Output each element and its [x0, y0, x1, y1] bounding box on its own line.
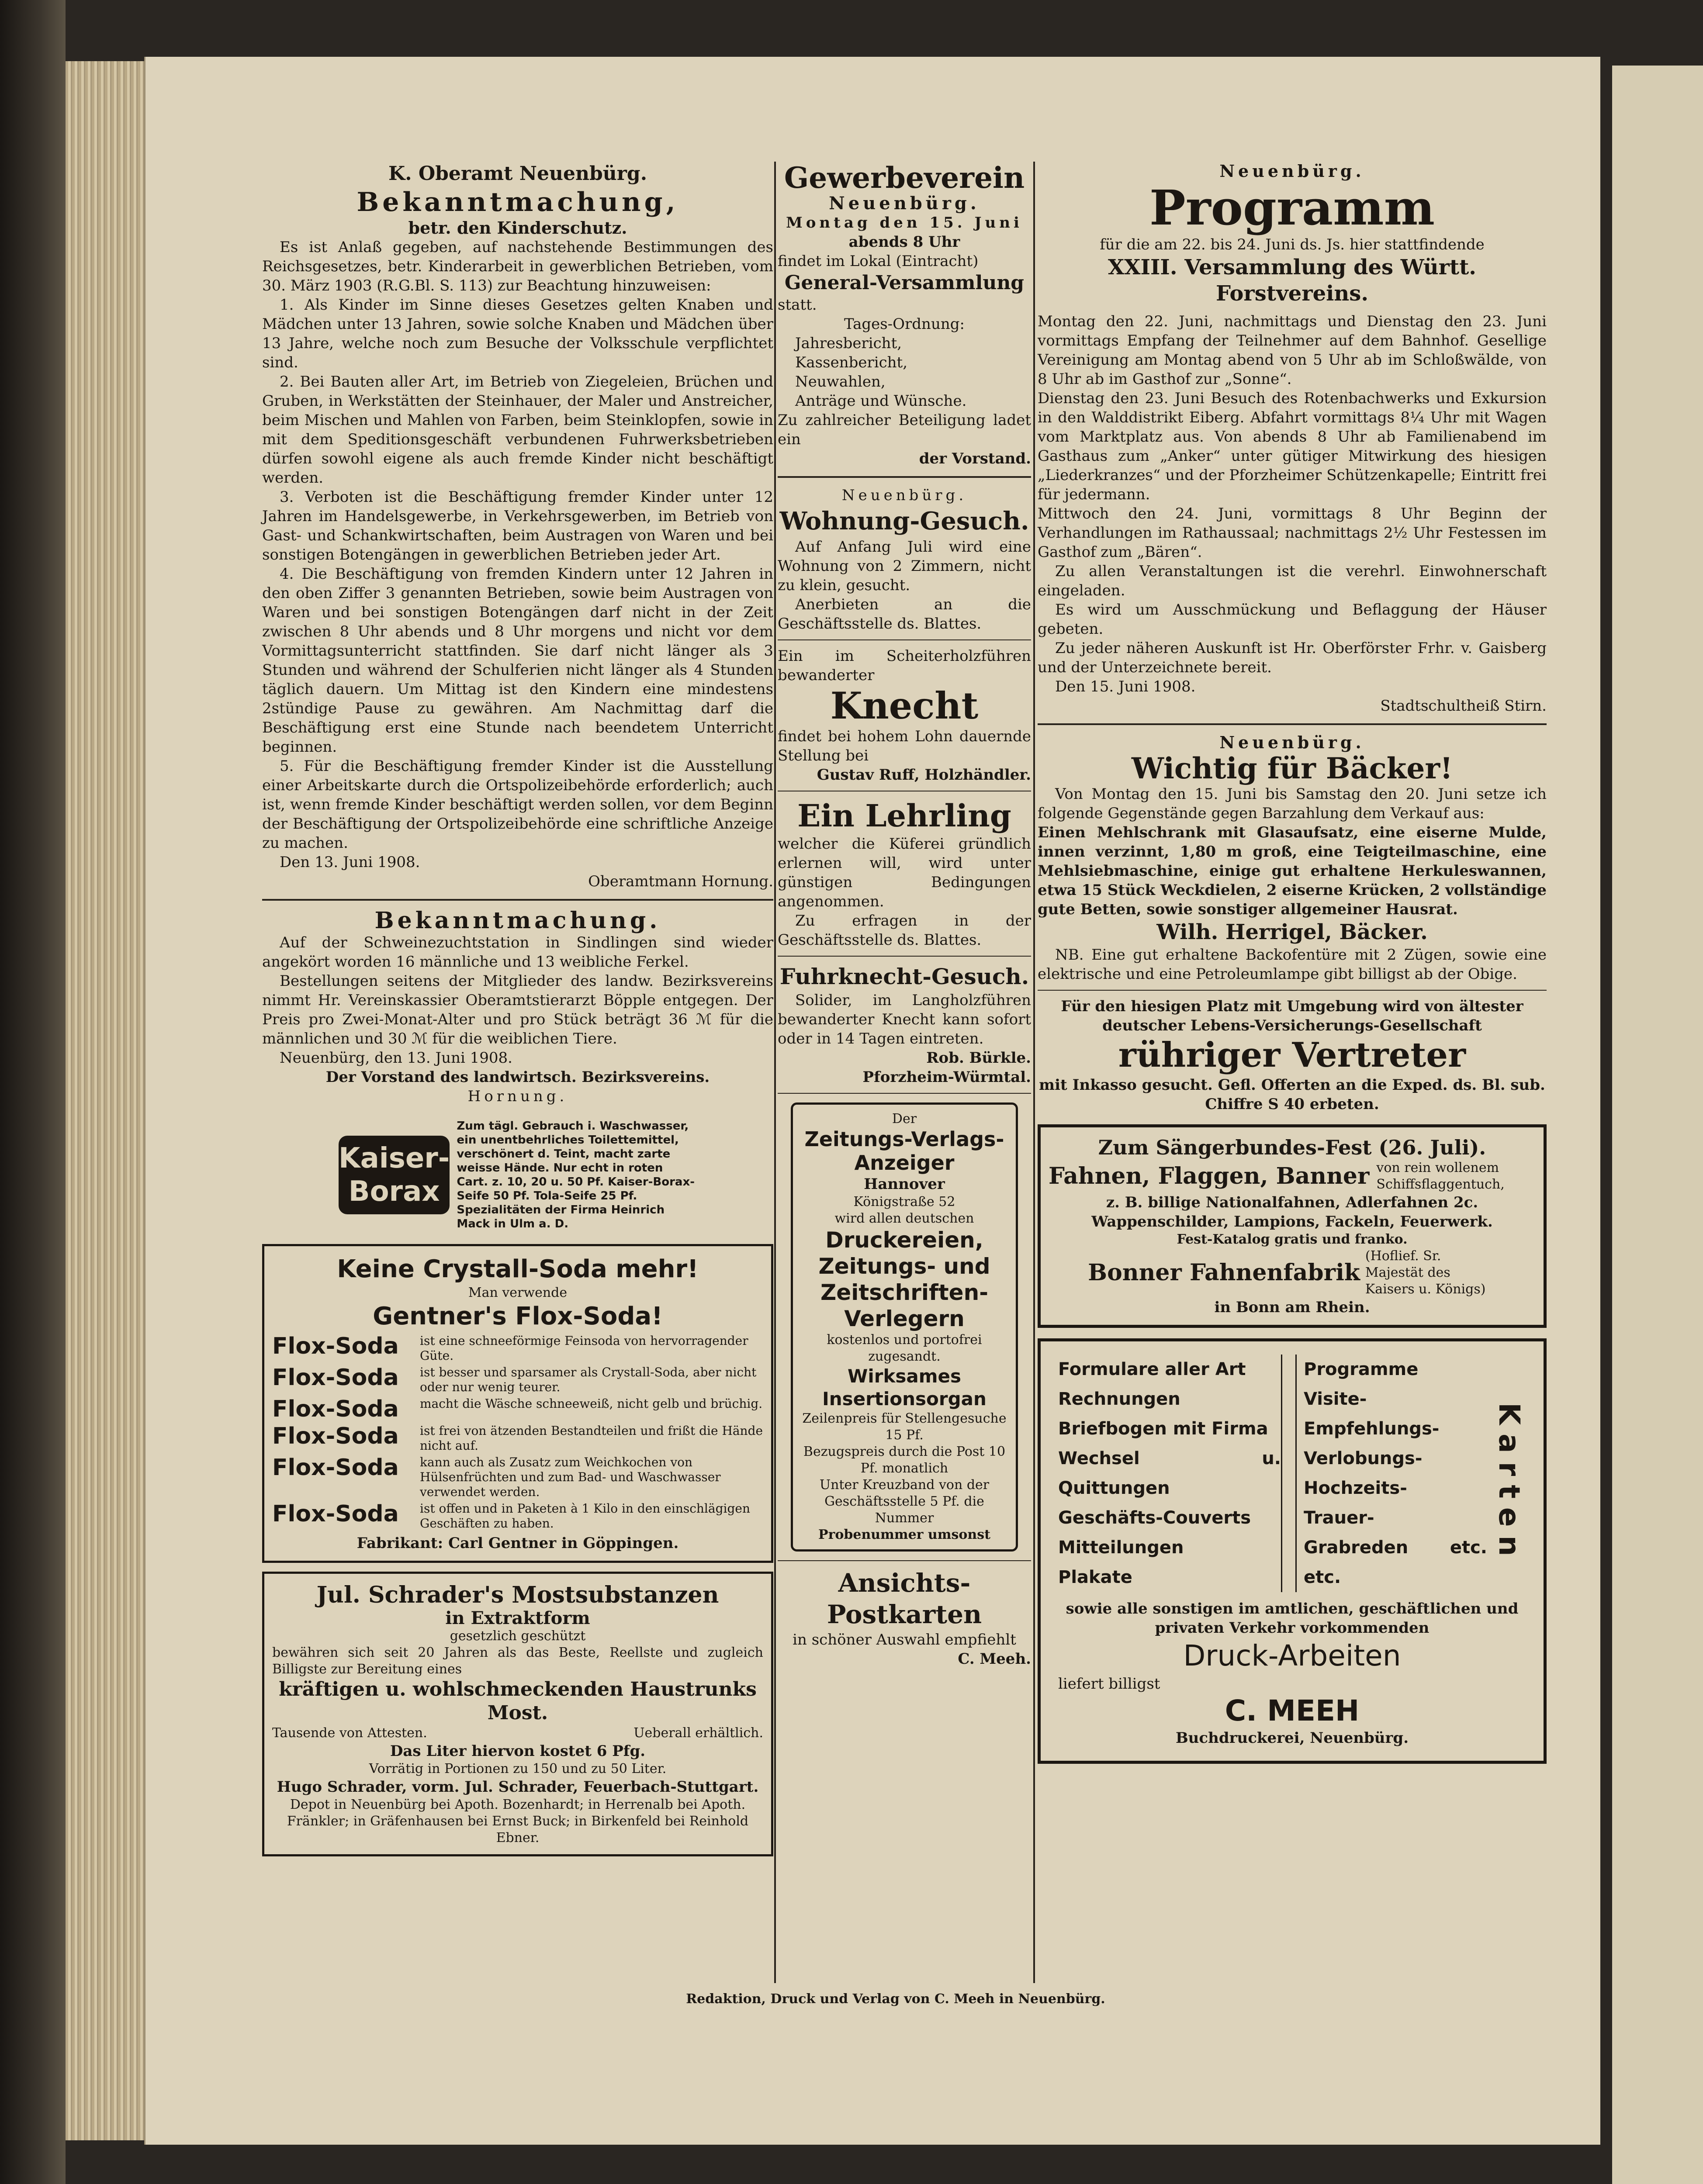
ak-text: in schöner Auswahl empfiehlt	[793, 1631, 1016, 1648]
notice-para-3: 3. Verboten ist die Beschäftigung fremder Kinder unter 12 Jahren im Handelsgewerbe, in Verkehrsgewerben, im Betrieb von Gast- und Schankwirtschaften, beim Austragen von Waren und bei sonstigen Botengängen in gewerblichen Betrieben jeder Art.	[262, 488, 773, 563]
druck-text: sowie alle sonstigen im amtlichen, geschäftlichen und privaten Verkehr vorkommenden	[1066, 1600, 1519, 1637]
schrader-price: Das Liter hiervon kostet 6 Pfg.	[390, 1742, 646, 1760]
notice2-para-2: Bestellungen seitens der Mitglieder des landw. Bezirksvereins nimmt Hr. Vereinskassier Oberamtstierarzt Böpple entgegen. Der Preis pro Zwei-Monat-Alter und pro Stück beträgt 36 ℳ für die männlichen und 30 ℳ für die weiblichen Tiere.	[262, 972, 773, 1047]
flox-soda-ad	[262, 1244, 773, 1563]
druckerei-ad	[1038, 1338, 1547, 1764]
pr-event: XXIII. Versammlung des Württ. Forstvereins.	[1108, 255, 1476, 306]
imprint-footer: Redaktion, Druck und Verlag von C. Meeh in Neuenbürg.	[686, 1991, 1105, 2007]
pr-place: Neuenbürg.	[1219, 161, 1365, 181]
notice-subtitle: betr. den Kinderschutz.	[408, 218, 627, 238]
notice-title: Bekanntmachung,	[357, 187, 679, 218]
druck-firm: C. MEEH	[1225, 1694, 1360, 1728]
schrader-sub1: in Extraktform	[445, 1608, 590, 1628]
za-sub: Bezugspreis durch die Post 10 Pf. monatlich	[803, 1444, 1006, 1476]
za-sample: Probenummer umsonst	[818, 1527, 990, 1542]
pr-monday: Montag den 22. Juni, nachmittags und Dienstag den 23. Juni vormittags Empfang der Teilnehmer auf dem Bahnhof. Gesellige Vereinigung am Montag abend von 5 Uhr ab im Schloßwälde, von 8 Uhr ab im Gasthof zur „Sonne“.	[1038, 313, 1547, 388]
gv-sign: der Vorstand.	[919, 450, 1031, 467]
wb-title: Wichtig für Bäcker!	[1131, 751, 1453, 785]
rv-title: rühriger Vertreter	[1118, 1035, 1466, 1075]
flox-item: Flox-Soda ist offen und in Paketen à 1 Kilo in den einschlägigen Geschäften zu haben.	[272, 1501, 750, 1531]
kn-intro: Ein im Scheiterholzführen bewanderter	[778, 647, 1031, 684]
wb-nb: NB. Eine gut erhaltene Backofentüre mit 2 Zügen, sowie eine elektrische und eine Petroleumlampe gibt billigst ab der Obige.	[1038, 946, 1547, 983]
flox-title: Keine Crystall-Soda mehr!	[337, 1255, 699, 1283]
kaiser-borax-ad	[339, 1119, 697, 1231]
pr-deco: Es wird um Ausschmückung und Beflaggung der Häuser gebeten.	[1038, 601, 1547, 638]
book-edge	[0, 0, 66, 2184]
flox-sub: Man verwende	[468, 1285, 568, 1300]
flox-item: Flox-Soda kann auch als Zusatz zum Weichkochen von Hülsenfrüchten und zum Bad- und Waschwasser verwendet werden.	[272, 1455, 721, 1499]
schrader-depot: Depot in Neuenbürg bei Apoth. Bozenhardt; in Herrenalb bei Apoth. Fränkler; in Gräfenhausen bei Ernst Buck; in Birkenfeld bei Reinhold Ebner.	[287, 1797, 749, 1845]
zeitungs-verlag-ad	[791, 1102, 1018, 1552]
facing-page	[1612, 66, 1703, 2184]
gv-loc: findet im Lokal (Eintracht)	[778, 252, 979, 270]
kaiser-borax-text: Zum tägl. Gebrauch i. Waschwasser, ein unentbehrliches Toilettemittel, verschönert d. Teint, macht zarte weisse Hände. Nur echt in roten Cart. z. 10, 20 u. 50 Pf. Kaiser-Borax-Seife 50 Pf. Tola-Seife 25 Pf. Spezialitäten der Firma Heinrich Mack in Ulm a. D.	[457, 1120, 695, 1230]
notice2-signature: Der Vorstand des landwirtsch. Bezirksvereins.	[325, 1068, 710, 1086]
schrader-ad	[262, 1572, 773, 1856]
za-effect: Wirksames Insertionsorgan	[822, 1365, 986, 1410]
druck-offer: liefert billigst	[1058, 1675, 1160, 1693]
schrader-firm: Hugo Schrader, vorm. Jul. Schrader, Feuerbach-Stuttgart.	[277, 1778, 759, 1796]
divider	[778, 1093, 1031, 1094]
fk-text: Solider, im Langholzführen bewanderter Knecht kann sofort oder in 14 Tagen eintreten.	[778, 992, 1031, 1047]
fk-title: Fuhrknecht-Gesuch.	[779, 964, 1029, 989]
sf-title: Zum Sängerbundes-Fest (26. Juli).	[1098, 1136, 1486, 1159]
divider	[1038, 990, 1547, 991]
flox-maker: Fabrikant: Carl Gentner in Göppingen.	[357, 1534, 679, 1552]
gv-invite: Zu zahlreicher Beteiligung ladet ein	[778, 411, 1031, 448]
sf-city: in Bonn am Rhein.	[1214, 1299, 1370, 1316]
wb-text: Von Montag den 15. Juni bis Samstag den 20. Juni setze ich folgende Gegenstände gegen Barzahlung dem Verkauf aus:	[1038, 785, 1547, 822]
gv-agenda-title: Tages-Ordnung:	[844, 315, 965, 333]
kn-title: Knecht	[830, 684, 979, 727]
sf-firm-row: Bonner Fahnenfabrik (Hoflief. Sr. Majestät des Kaisers u. Königs)	[1088, 1248, 1486, 1297]
flox-item: Flox-Soda ist besser und sparsamer als Crystall-Soda, aber nicht oder nur wenig teurer.	[272, 1365, 757, 1394]
schrader-title: Jul. Schrader's Mostsubstanzen	[316, 1582, 719, 1608]
wg-text: Auf Anfang Juli wird eine Wohnung von 2 Zimmern, nicht zu klein, gesucht.	[778, 538, 1031, 594]
gv-statt: statt.	[778, 296, 817, 314]
schrader-sub2: gesetzlich geschützt	[450, 1628, 586, 1644]
za-sub2: Unter Kreuzband von der Geschäftsstelle 5 Pf. die Nummer	[819, 1477, 990, 1526]
za-for: wird allen deutschen	[834, 1211, 974, 1226]
schrader-big: kräftigen u. wohlschmeckenden Haustrunks Most.	[279, 1678, 757, 1724]
notice-para-2: 2. Bei Bauten aller Art, im Betrieb von Ziegeleien, Brüchen und Gruben, in Werkstätten der Steinhauer, der Maler und Anstreicher, beim Mischen und Mahlen von Farben, beim Steinklopfen, sowie in mit dem Speditionsgeschäft verbundenen Fuhrwerksbetrieben dürfen sowohl eigene als auch fremde Kinder nicht beschäftigt werden.	[262, 373, 773, 487]
za-title: Zeitungs-Verlags-Anzeiger	[804, 1127, 1004, 1175]
notice2-title: Bekanntmachung.	[374, 907, 661, 934]
fk-sign1: Rob. Bürkle.	[926, 1049, 1031, 1067]
sf-cat: Fest-Katalog gratis und franko.	[1177, 1232, 1408, 1247]
schrader-para: bewähren sich seit 20 Jahren als das Beste, Reellste und zugleich Billigste zur Bereitung eines	[272, 1645, 763, 1677]
le-text: welcher die Küferei gründlich erlernen will, wird unter günstigen Bedingungen angenommen.	[778, 835, 1031, 910]
pr-invite: Zu allen Veranstaltungen ist die verehrl. Einwohnerschaft eingeladen.	[1038, 563, 1547, 599]
divider	[778, 476, 1031, 478]
column-rule-1	[774, 162, 776, 1983]
divider	[1038, 723, 1547, 725]
za-der: Der	[892, 1111, 917, 1127]
divider	[778, 1560, 1031, 1561]
wg-offer: Anerbieten an die Geschäftsstelle ds. Blattes.	[778, 596, 1031, 632]
divider	[778, 639, 1031, 640]
le-ask: Zu erfragen in der Geschäftsstelle ds. Blattes.	[778, 912, 1031, 949]
gv-place: Neuenbürg.	[829, 193, 980, 214]
divider	[778, 956, 1031, 957]
gv-agenda-item: Neuwahlen,	[795, 373, 886, 390]
column-2	[778, 162, 1031, 1669]
za-target: Druckereien, Zeitungs- und Zeitschriften-Verlegern	[818, 1227, 990, 1331]
gv-title: Gewerbeverein	[784, 161, 1025, 195]
za-street: Königstraße 52	[853, 1194, 955, 1209]
druck-list-left: Formulare aller Art Rechnungen Briefbogen mit Firma Wechsel u. Quittungen Geschäfts-Couverts Mitteilungen Plakate	[1058, 1359, 1281, 1587]
ak-title: Ansichts-Postkarten	[827, 1568, 982, 1629]
schrader-row: Tausende von Attesten. Ueberall erhältlich.	[272, 1725, 763, 1741]
sf-text: z. B. billige Nationalfahnen, Adlerfahnen 2c. Wappenschilder, Lampions, Fackeln, Feuerwerk.	[1091, 1194, 1493, 1230]
druck-divider	[1281, 1355, 1297, 1592]
kn-text: findet bei hohem Lohn dauernde Stellung bei	[778, 728, 1031, 764]
column-1	[262, 162, 773, 1856]
kn-sign: Gustav Ruff, Holzhändler.	[817, 766, 1031, 784]
saengerfest-ad	[1038, 1124, 1547, 1328]
gv-agenda-item: Kassenbericht,	[795, 354, 908, 371]
flox-item: Flox-Soda macht die Wäsche schneeweiß, nicht gelb und brüchig.	[272, 1396, 763, 1422]
druck-firm2: Buchdruckerei, Neuenbürg.	[1175, 1729, 1409, 1747]
wg-place: Neuenbürg.	[841, 487, 967, 504]
le-title: Ein Lehrling	[797, 798, 1011, 834]
druck-title: Druck-Arbeiten	[1183, 1639, 1401, 1673]
notice-date: Den 13. Juni 1908.	[280, 854, 420, 871]
pr-info: Zu jeder näheren Auskunft ist Hr. Oberförster Frhr. v. Gaisberg und der Unterzeichnete bereit.	[1038, 639, 1547, 676]
flox-brand: Gentner's Flox-Soda!	[373, 1302, 663, 1330]
wg-title: Wohnung-Gesuch.	[779, 507, 1029, 536]
column-3	[1038, 162, 1547, 1764]
notice-para-1: 1. Als Kinder im Sinne dieses Gesetzes gelten Knaben und Mädchen unter 13 Jahren, sowie solche Knaben und Mädchen über 13 Jahre, welche noch zum Besuche der Volksschule verpflichtet sind.	[262, 296, 773, 371]
za-price: Zeilenpreis für Stellengesuche 15 Pf.	[802, 1411, 1007, 1443]
notice-intro: Es ist Anlaß gegeben, auf nachstehende Bestimmungen des Reichsgesetzes, betr. Kinderarbeit in gewerblichen Betrieben, vom 30. März 1903 (R.G.Bl. S. 113) zur Beachtung hinzuweisen:	[262, 238, 773, 294]
gv-date: Montag den 15. Juni	[786, 214, 1023, 232]
divider	[262, 899, 773, 901]
notice-signature: Oberamtmann Hornung.	[588, 873, 773, 890]
rv-text2: mit Inkasso gesucht. Gefl. Offerten an die Exped. ds. Bl. sub. Chiffre S 40 erbeten.	[1039, 1076, 1545, 1113]
gv-time: abends 8 Uhr	[848, 233, 960, 251]
za-city: Hannover	[864, 1175, 945, 1193]
rv-text: Für den hiesigen Platz mit Umgebung wird von ältester deutscher Lebens-Versicherungs-Gesellschaft	[1061, 998, 1523, 1034]
flox-item: Flox-Soda ist eine schneeförmige Feinsoda von hervorragender Güte.	[272, 1333, 748, 1363]
wb-items: Einen Mehlschrank mit Glasaufsatz, eine eiserne Mulde, innen verzinnt, 1,80 m groß, eine Teigteilmaschine, eine Mehlsiebmaschine, einige gut erhaltene Herkuleswannen, etwa 15 Stück Weckdielen, 2 eiserne Krücken, 2 vollständige gute Betten, sowie sonstiger allgemeiner Hausrat.	[1038, 824, 1547, 918]
pr-wednesday: Mittwoch den 24. Juni, vormittags 8 Uhr Beginn der Verhandlungen im Rathaussaal; nachmittags 2½ Uhr Festessen im Gasthof zum „Bären“.	[1038, 505, 1547, 561]
sf-row: Fahnen, Flaggen, Banner von rein wollenem Schiffsflaggentuch,	[1049, 1160, 1505, 1192]
za-free: kostenlos und portofrei zugesandt.	[827, 1332, 982, 1364]
pr-for: für die am 22. bis 24. Juni ds. Js. hier stattfindende	[1100, 236, 1485, 253]
notice2-signature-name: Hornung.	[467, 1088, 568, 1105]
fk-sign2: Pforzheim-Würmtal.	[862, 1068, 1031, 1086]
gv-agenda-item: Anträge und Wünsche.	[795, 392, 967, 410]
header-oberamt: K. Oberamt Neuenbürg.	[388, 162, 647, 185]
karten-label: Karten	[1492, 1403, 1526, 1565]
druck-grid	[1058, 1355, 1526, 1592]
notice-para-5: 5. Für die Beschäftigung fremder Kinder ist die Ausstellung einer Arbeitskarte durch die Ortspolizeibehörde erforderlich; auch ist, wenn fremde Kinder beschäftigt werden sollen, vor dem Beginn der Beschäftigung der Ortspolizeibehörde eine schriftliche Anzeige zu machen.	[262, 757, 773, 852]
pr-date: Den 15. Juni 1908.	[1055, 678, 1196, 695]
pr-title: Programm	[1149, 180, 1435, 236]
notice2-para-1: Auf der Schweinezuchtstation in Sindlingen sind wieder angekört worden 16 männliche und 13 weibliche Ferkel.	[262, 934, 773, 971]
pr-tuesday: Dienstag den 23. Juni Besuch des Rotenbachwerks und Exkursion in den Walddistrikt Eiberg. Abfahrt vormittags 8¼ Uhr mit Wagen vom Marktplatz aus. Von abends 8 Uhr ab Familienabend im Gasthaus zum „Anker“ unter gütiger Mitwirkung des hiesigen „Liederkranzes“ und der Pforzheimer Schützenkapelle; Eintritt frei für jedermann.	[1038, 390, 1547, 503]
notice-para-4: 4. Die Beschäftigung von fremden Kindern unter 12 Jahren in den oben Ziffer 3 genannten Betrieben, sowie beim Austragen von Waren und bei sonstigen Botengängen darf nicht in der Zeit zwischen 8 Uhr abends und 8 Uhr morgens und nicht vor dem Vormittagsunterricht stattfinden. Sie darf nicht länger als 3 Stunden und während der Schulferien nicht länger als 4 Stunden täglich dauern. Um Mittag ist den Kindern eine mindestens 2stündige Pause zu gewähren. Am Nachmittag darf die Beschäftigung erst eine Stunde nach beendetem Unterricht beginnen.	[262, 565, 773, 756]
gv-agenda-item: Jahresbericht,	[795, 335, 902, 352]
druck-list-right: Programme Visite- Empfehlungs- Verlobungs- Hochzeits- Trauer- Grabreden etc. etc.	[1304, 1359, 1487, 1587]
wb-sign: Wilh. Herrigel, Bäcker.	[1156, 920, 1428, 944]
gv-event: General-Versammlung	[784, 272, 1025, 294]
kaiser-borax-logo: Kaiser- Borax	[339, 1136, 450, 1214]
schrader-stock: Vorrätig in Portionen zu 150 und zu 50 Liter.	[369, 1761, 667, 1776]
column-rule-2	[1033, 162, 1035, 1983]
wb-place: Neuenbürg.	[1219, 733, 1365, 752]
ak-sign: C. Meeh.	[958, 1650, 1031, 1668]
notice2-date: Neuenbürg, den 13. Juni 1908.	[280, 1049, 512, 1067]
flox-item: Flox-Soda ist frei von ätzenden Bestandteilen und frißt die Hände nicht auf.	[272, 1423, 763, 1453]
pr-sign: Stadtschultheiß Stirn.	[1380, 697, 1547, 715]
